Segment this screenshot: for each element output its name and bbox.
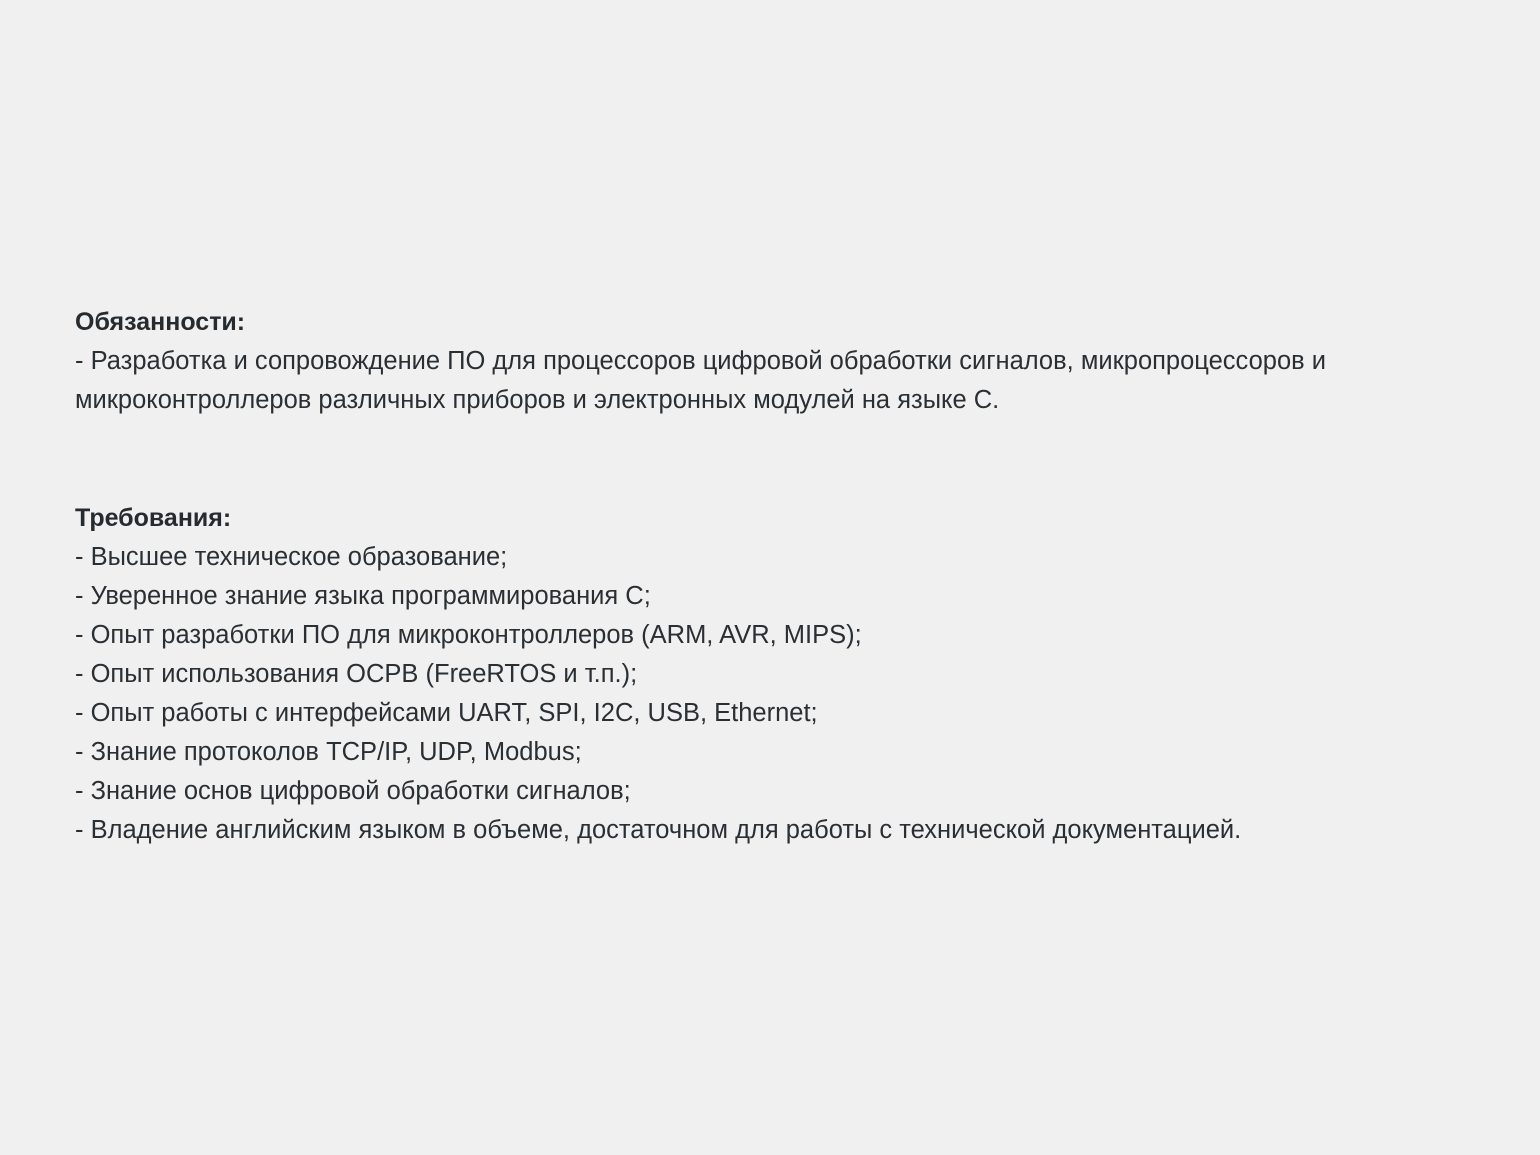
requirement-item: - Опыт использования ОСРВ (FreeRTOS и т.п.); xyxy=(75,660,638,688)
vacancy-description xyxy=(75,303,1495,850)
requirement-item: - Уверенное знание языка программирования С; xyxy=(75,582,651,610)
requirement-item: - Знание основ цифровой обработки сигналов; xyxy=(75,777,631,805)
requirement-item: - Высшее техническое образование; xyxy=(75,543,508,571)
duties-section xyxy=(75,303,1495,420)
duties-text: - Разработка и сопровождение ПО для процессоров цифровой обработки сигналов, микропроцессоров и микроконтроллеров различных приборов и электронных модулей на языке С. xyxy=(75,347,1327,414)
requirements-heading: Требования: xyxy=(75,504,232,532)
duties-heading: Обязанности: xyxy=(75,308,246,336)
requirement-item: - Опыт работы с интерфейсами UART, SPI, I2C, USB, Ethernet; xyxy=(75,699,818,727)
requirements-section xyxy=(75,499,1495,850)
requirement-item: - Владение английским языком в объеме, достаточном для работы с технической документацией. xyxy=(75,816,1242,844)
requirement-item: - Знание протоколов TCP/IP, UDP, Modbus; xyxy=(75,738,582,766)
requirement-item: - Опыт разработки ПО для микроконтроллеров (ARM, AVR, MIPS); xyxy=(75,621,862,649)
